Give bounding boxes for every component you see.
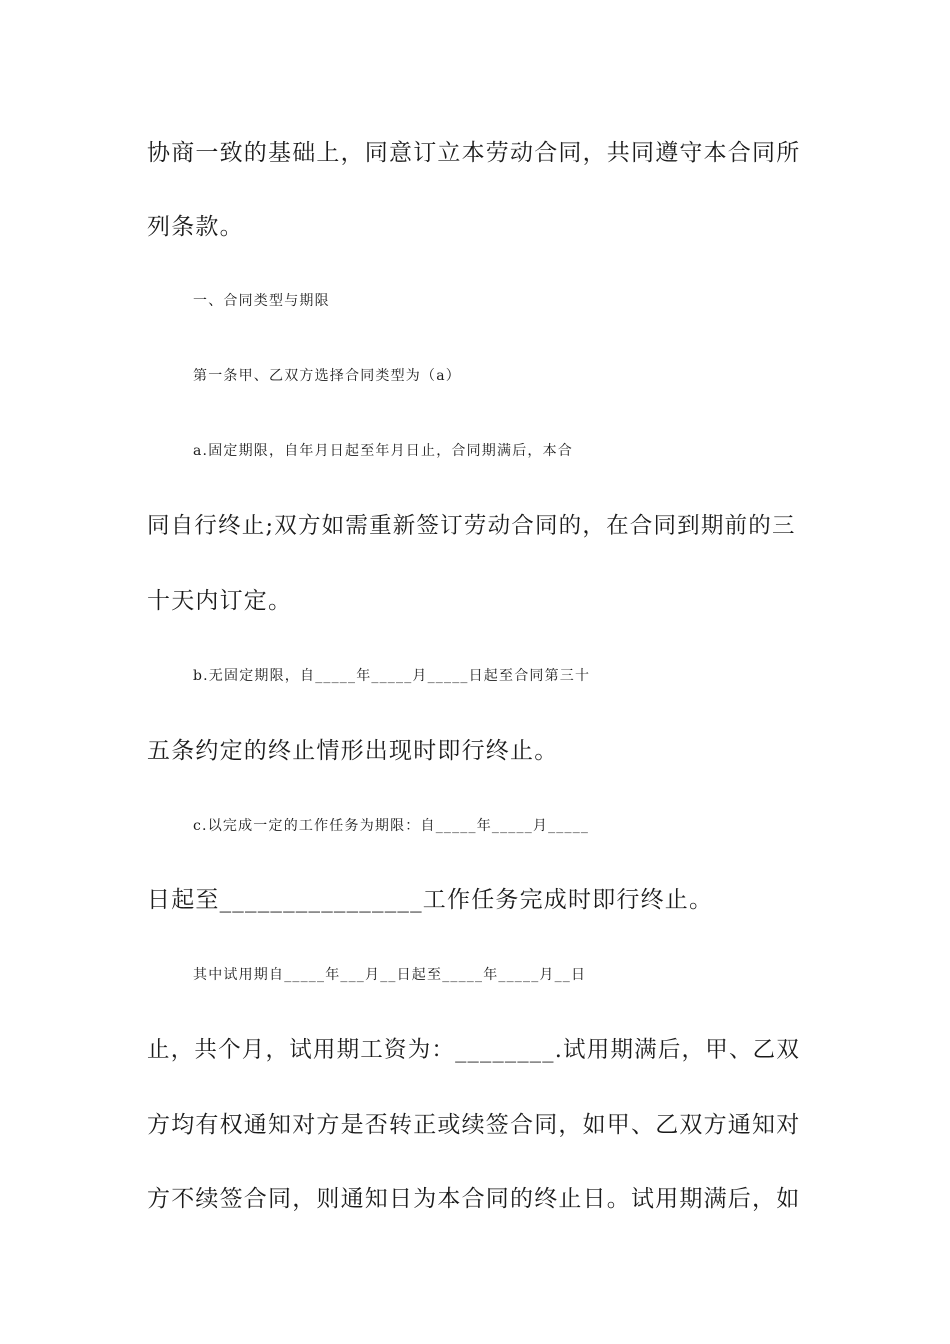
text-line: 方不续签合同，则通知日为本合同的终止日。试用期满后，如 — [147, 1186, 801, 1212]
text-line: a.固定期限，自年月日起至年月日止，合同期满后，本合 — [193, 443, 573, 459]
text-line: 第一条甲、乙双方选择合同类型为（a） — [193, 368, 461, 384]
text-line: 方均有权通知对方是否转正或续签合同，如甲、乙双方通知对 — [147, 1112, 801, 1138]
text-line: 五条约定的终止情形出现时即行终止。 — [147, 738, 559, 764]
text-line: b.无固定期限，自_____年_____月_____日起至合同第三十 — [193, 668, 591, 684]
text-line: 协商一致的基础上，同意订立本劳动合同，共同遵守本合同所 — [147, 140, 801, 166]
text-line: 其中试用期自_____年___月__日起至_____年_____月__日 — [193, 967, 587, 983]
text-line: 十天内订定。 — [147, 588, 293, 614]
section-heading: 一、合同类型与期限 — [193, 293, 330, 309]
text-line: 列条款。 — [147, 214, 244, 240]
text-line: 同自行终止;双方如需重新签订劳动合同的，在合同到期前的三 — [147, 513, 796, 539]
text-line: 止，共个月，试用期工资为：________.试用期满后，甲、乙双 — [147, 1037, 801, 1063]
text-line: 日起至________________工作任务完成时即行终止。 — [147, 887, 714, 913]
text-line: c.以完成一定的工作任务为期限：自_____年_____月_____ — [193, 818, 590, 834]
